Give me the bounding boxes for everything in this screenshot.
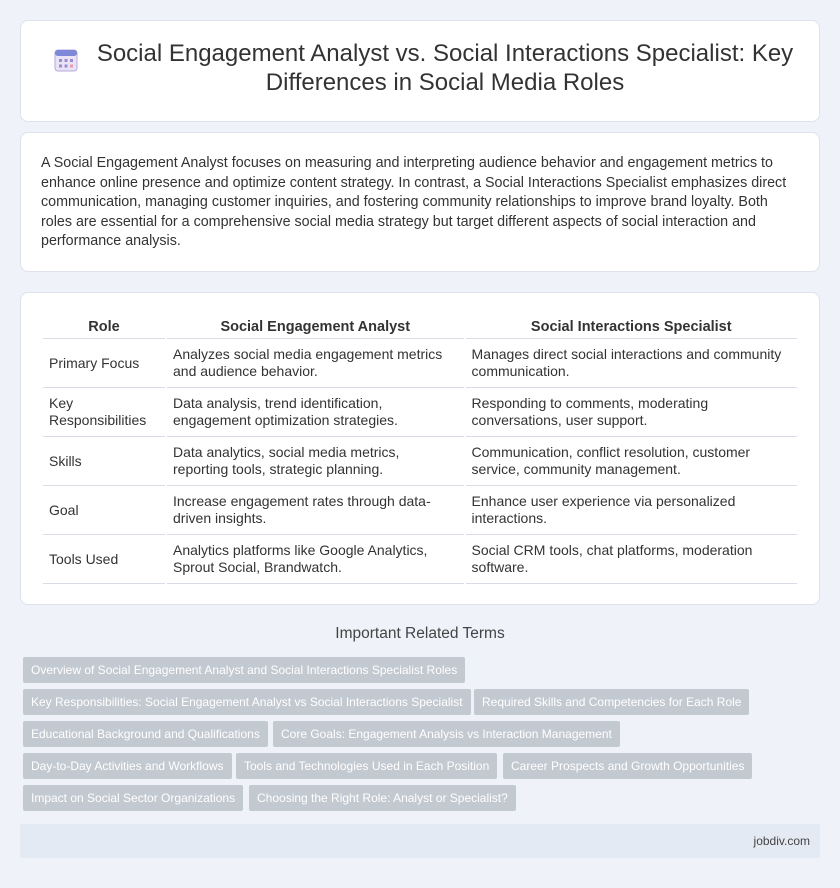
row-label: Goal <box>43 486 165 535</box>
analyst-cell: Data analytics, social media metrics, reporting tools, strategic planning. <box>167 437 464 486</box>
related-term-tag[interactable]: Impact on Social Sector Organizations <box>23 785 243 811</box>
related-term-tag[interactable]: Required Skills and Competencies for Each Role <box>474 689 749 715</box>
header-card <box>20 20 820 122</box>
specialist-cell: Responding to comments, moderating conversations, user support. <box>466 388 797 437</box>
analyst-cell: Data analysis, trend identification, engagement optimization strategies. <box>167 388 464 437</box>
related-term-tag[interactable]: Overview of Social Engagement Analyst and Social Interactions Specialist Roles <box>23 657 465 683</box>
specialist-cell: Communication, conflict resolution, customer service, community management. <box>466 437 797 486</box>
column-header-specialist: Social Interactions Specialist <box>466 313 797 339</box>
specialist-cell: Enhance user experience via personalized interactions. <box>466 486 797 535</box>
row-label: Skills <box>43 437 165 486</box>
comparison-table <box>41 313 799 584</box>
row-label: Tools Used <box>43 535 165 584</box>
page-title: Social Engagement Analyst vs. Social Interactions Specialist: Key Differences in Social Media Roles <box>96 40 794 96</box>
footer <box>20 824 820 858</box>
row-label: Key Responsibilities <box>43 388 165 437</box>
related-term-tag[interactable]: Day-to-Day Activities and Workflows <box>23 753 232 779</box>
related-term-tag[interactable]: Career Prospects and Growth Opportunities <box>503 753 752 779</box>
analyst-cell: Increase engagement rates through data-driven insights. <box>167 486 464 535</box>
table-row <box>43 339 797 388</box>
table-row <box>43 437 797 486</box>
comparison-table-card <box>20 292 820 605</box>
related-term-tag[interactable]: Educational Background and Qualifications <box>23 721 268 747</box>
row-label: Primary Focus <box>43 339 165 388</box>
related-term-tag[interactable]: Key Responsibilities: Social Engagement Analyst vs Social Interactions Specialist <box>23 689 471 715</box>
analyst-cell: Analytics platforms like Google Analytics, Sprout Social, Brandwatch. <box>167 535 464 584</box>
related-term-tag[interactable]: Core Goals: Engagement Analysis vs Interaction Management <box>273 721 620 747</box>
intro-paragraph: A Social Engagement Analyst focuses on measuring and interpreting audience behavior and engagement metrics to enhance online presence and optimize content strategy. In contrast, a Social Interactions Specialist emphasizes direct communication, managing customer inquiries, and fostering community relationships to improve brand loyalty. Both roles are essential for a comprehensive social media strategy but target different aspects of social interaction and performance analysis. <box>41 155 787 250</box>
table-row <box>43 388 797 437</box>
column-header-role: Role <box>43 313 165 339</box>
related-term-tag[interactable]: Choosing the Right Role: Analyst or Specialist? <box>249 785 516 811</box>
specialist-cell: Social CRM tools, chat platforms, moderation software. <box>466 535 797 584</box>
table-header-row <box>43 313 797 339</box>
table-row <box>43 486 797 535</box>
column-header-analyst: Social Engagement Analyst <box>167 313 464 339</box>
specialist-cell: Manages direct social interactions and community communication. <box>466 339 797 388</box>
analyst-cell: Analyzes social media engagement metrics and audience behavior. <box>167 339 464 388</box>
related-term-tag[interactable]: Tools and Technologies Used in Each Position <box>236 753 497 779</box>
related-terms-title: Important Related Terms <box>335 625 505 642</box>
footer-site-link[interactable]: jobdiv.com <box>753 834 810 848</box>
table-row <box>43 535 797 584</box>
intro-card <box>20 132 820 272</box>
